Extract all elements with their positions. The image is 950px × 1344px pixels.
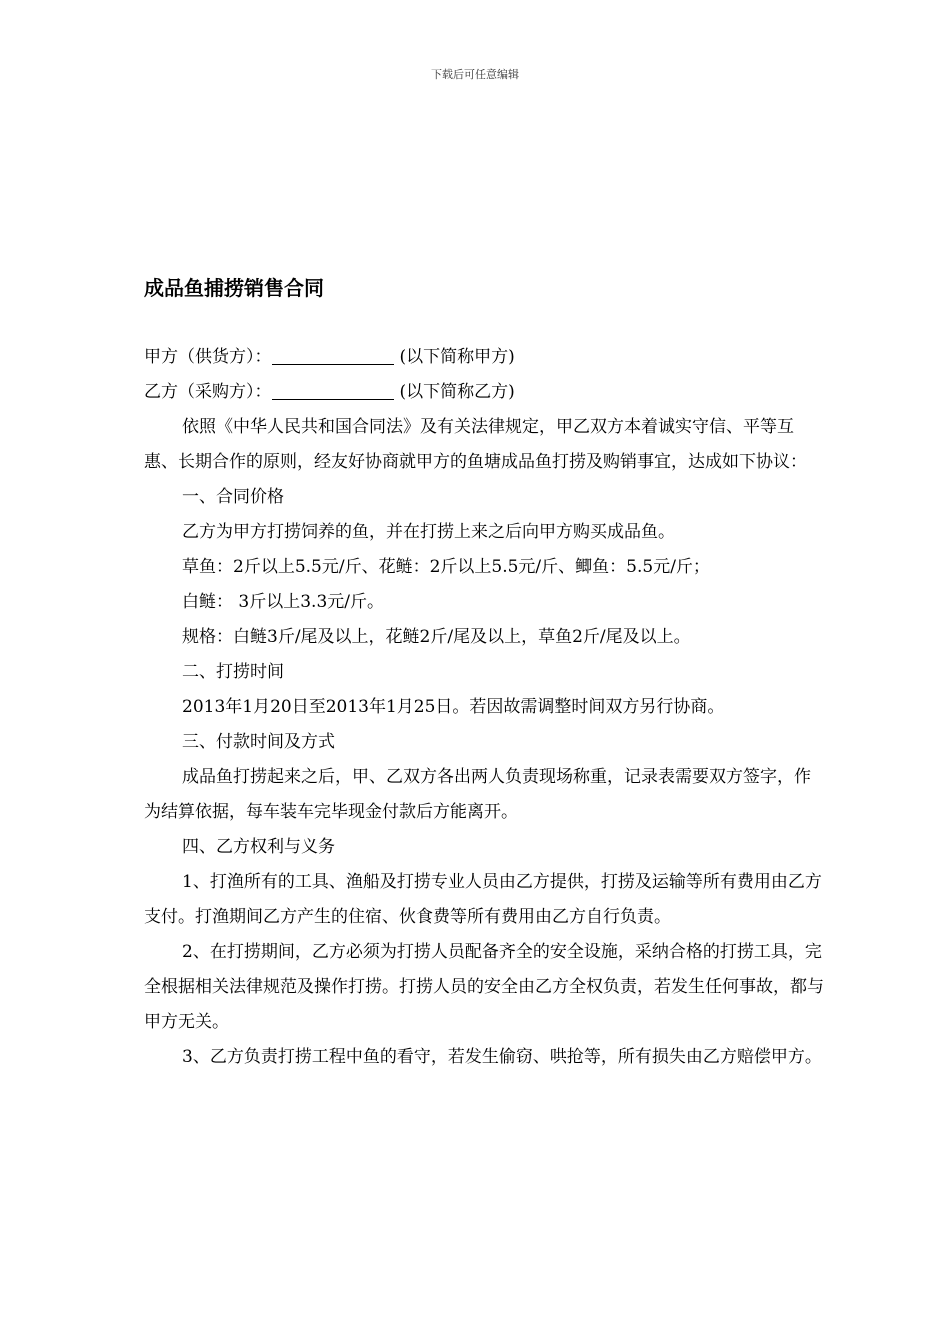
paragraph: 成品鱼打捞起来之后，甲、乙双方各出两人负责现场称重，记录表需要双方签字，作为结算依据，每车装车完毕现金付款后方能离开。 (144, 767, 811, 822)
clause: 1、打渔所有的工具、渔船及打捞专业人员由乙方提供，打捞及运输等所有费用由乙方支付。打渔期间乙方产生的住宿、伙食费等所有费用由乙方自行负责。 (144, 872, 822, 927)
clause: 2、在打捞期间，乙方必须为打捞人员配备齐全的安全设施，采纳合格的打捞工具，完全根据相关法律规范及操作打捞。打捞人员的安全由乙方全权负责，若发生任何事故，都与甲方无关。 (144, 942, 824, 1032)
party-a-label: 甲方（供货方）： (144, 347, 272, 367)
clause: 3、乙方负责打捞工程中鱼的看守，若发生偷窃、哄抢等，所有损失由乙方赔偿甲方。 (182, 1047, 822, 1067)
price-line: 白鲢： 3斤以上3.3元/斤。 (182, 592, 384, 612)
paragraph: 乙方为甲方打捞饲养的鱼，并在打捞上来之后向甲方购买成品鱼。 (182, 522, 675, 542)
section-heading-time: 二、打捞时间 (182, 662, 284, 682)
header-note: 下载后可任意编辑 (431, 68, 519, 81)
party-a-line (144, 340, 824, 375)
party-b-suffix: (以下简称乙方) (399, 382, 515, 402)
party-b-blank (272, 379, 394, 400)
preamble-paragraph: 依照《中华人民共和国合同法》及有关法律规定，甲乙双方本着诚实守信、平等互惠、长期合作的原则，经友好协商就甲方的鱼塘成品鱼打捞及购销事宜，达成如下协议： (144, 417, 807, 472)
price-line: 草鱼：2斤以上5.5元/斤、花鲢：2斤以上5.5元/斤、鲫鱼：5.5元/斤； (182, 557, 710, 577)
contract-body (144, 340, 824, 1075)
party-b-line (144, 375, 824, 410)
spec-line: 规格：白鲢3斤/尾及以上，花鲢2斤/尾及以上，草鱼2斤/尾及以上。 (182, 627, 691, 647)
party-a-suffix: (以下简称甲方) (399, 347, 515, 367)
party-b-label: 乙方（采购方）： (144, 382, 272, 402)
paragraph: 2013年1月20日至2013年1月25日。若因故需调整时间双方另行协商。 (182, 697, 725, 717)
document-title: 成品鱼捕捞销售合同 (144, 276, 324, 300)
section-heading-payment: 三、付款时间及方式 (182, 732, 335, 752)
section-heading-price: 一、合同价格 (182, 487, 284, 507)
party-a-blank (272, 344, 394, 365)
section-heading-obligations: 四、乙方权利与义务 (182, 837, 335, 857)
